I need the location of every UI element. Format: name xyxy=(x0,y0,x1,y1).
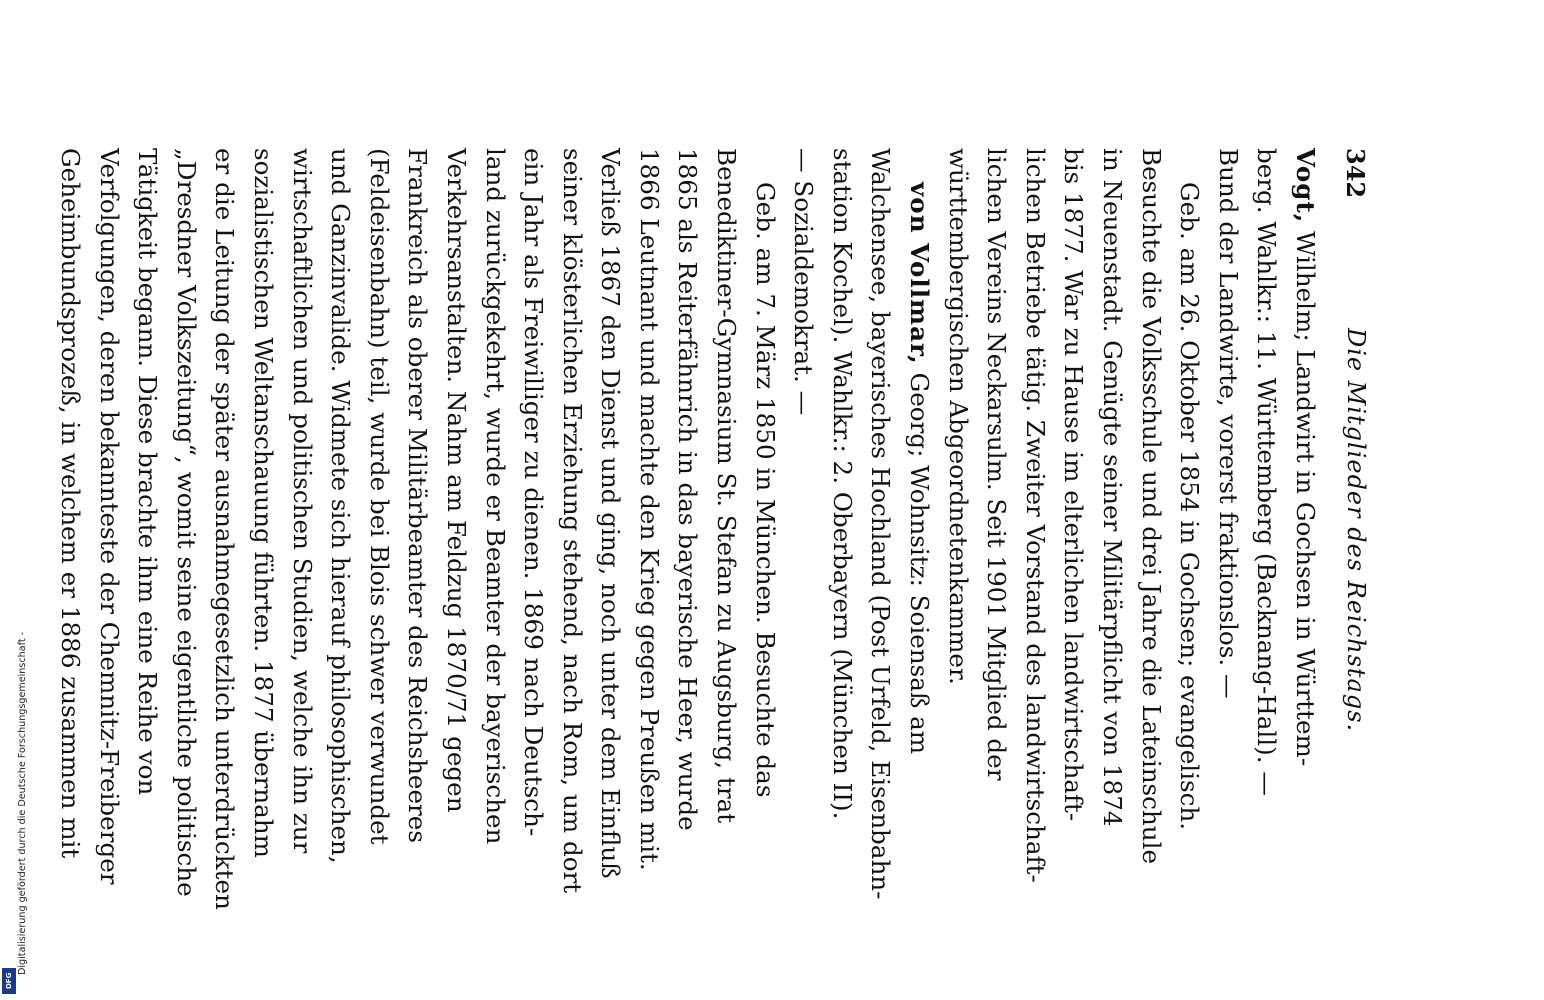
page-number: 342 xyxy=(1341,148,1370,199)
text-line: sozialistischen Weltanschauung führten. 1877 übernahm xyxy=(248,148,278,858)
text-line: in Neuenstadt. Genügte seiner Militärpflicht von 1874 xyxy=(1098,148,1128,827)
text-line: land zurückgekehrt, wurde er Beamter der bayerischen xyxy=(480,148,510,845)
text-line: bis 1877. War zu Hause im elterlichen landwirtschaft- xyxy=(1059,148,1089,822)
entry-vollmar xyxy=(50,148,938,910)
text-line: und Ganzinvalide. Widmete sich hierauf philosophischen, xyxy=(326,148,356,864)
text-line: Verfolgungen, deren bekannteste der Chemnitz-Freiberger xyxy=(94,148,124,885)
text-line: lichen Vereins Neckarsulm. Seit 1901 Mitglied der xyxy=(982,148,1012,781)
entry-vogt xyxy=(938,148,1324,883)
text-line: „Dresdner Volkszeitung“, womit seine eigentliche politische xyxy=(171,148,201,897)
text-line: (Feldeisenbahn) teil, wurde bei Blois schwer verwundet xyxy=(364,148,394,845)
book-page xyxy=(56,148,1370,910)
running-head: Die Mitglieder des Reichstags. xyxy=(1342,328,1370,733)
digitization-credit: Digitalisierung gefördert durch die Deutsche Forschungsgemeinschaft - xyxy=(17,631,28,975)
text-line: Frankreich als oberer Militärbeamter des Reichsheeres xyxy=(403,148,433,843)
text-line: station Kochel). Wahlkr.: 2. Oberbayern (München II). xyxy=(827,148,857,820)
text-line: Verließ 1867 den Dienst und ging, noch unter dem Einfluß xyxy=(596,148,626,879)
text-line: Besuchte die Volksschule und drei Jahre die Lateinschule xyxy=(1136,148,1166,865)
text-line: lichen Betriebe tätig. Zweiter Vorstand des landwirtschaft- xyxy=(1020,148,1050,883)
text-line: Vogt, Wilhelm; Landwirt in Gochsen in Württem- xyxy=(1291,148,1320,767)
text-line: Bund der Landwirte, vorerst fraktionslos. — xyxy=(1213,148,1243,699)
text-line: Verkehrsanstalten. Nahm am Feldzug 1870/71 gegen xyxy=(441,148,471,813)
text-line: Geb. am 26. Oktober 1854 in Gochsen; evangelisch. xyxy=(1175,182,1205,831)
text-line: Walchensee, bayerisches Hochland (Post Urfeld, Eisenbahn- xyxy=(866,148,896,900)
text-line: Tätigkeit begann. Diese brachte ihm eine Reihe von xyxy=(133,148,163,796)
text-line: seiner klösterlichen Erziehung stehend, nach Rom, um dort xyxy=(557,148,587,894)
dfg-logo-icon: DFG xyxy=(2,968,16,994)
text-line: Benediktiner-Gymnasium St. Stefan zu Augsburg, trat xyxy=(712,148,742,824)
text-line: Geheimbundsprozeß, in welchem er 1886 zusammen mit xyxy=(56,148,85,859)
text-line: wirtschaftlichen und politischen Studien, welche ihn zur xyxy=(287,148,317,854)
text-line: ein Jahr als Freiwilliger zu dienen. 1869 nach Deutsch- xyxy=(519,148,549,837)
text-line: 1866 Leutnant und machte den Krieg gegen Preußen mit. xyxy=(634,148,664,871)
text-line: 1865 als Reiterfähnrich in das bayerische Heer, wurde xyxy=(673,148,703,831)
text-line: von Vollmar, Georg; Wohnsitz: Soiensaß am xyxy=(905,182,935,755)
text-line: — Sozialdemokrat. — xyxy=(789,148,819,416)
page-header xyxy=(1324,148,1370,868)
text-line: berg. Wahlkr.: 11. Württemberg (Backnang-Hall). — xyxy=(1252,148,1282,796)
text-line: württembergischen Abgeordnetenkammer. xyxy=(943,148,973,685)
text-line: er die Leitung der später ausnahmegesetzlich unterdrückten xyxy=(210,148,240,910)
text-line: Geb. am 7. März 1850 in München. Besuchte das xyxy=(750,182,780,798)
digitization-sidebar xyxy=(0,0,28,1000)
member-name: Vogt, xyxy=(1291,148,1320,224)
member-name: von Vollmar, xyxy=(905,182,935,365)
